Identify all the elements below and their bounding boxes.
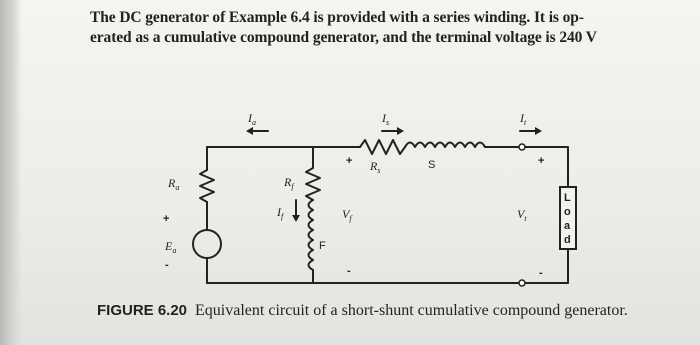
load-letter-4: d	[564, 234, 571, 246]
rf-label: $R_f$	[284, 175, 294, 191]
ea-minus-sign: -	[165, 259, 169, 271]
it-arrowhead	[535, 127, 542, 135]
rs-label: $R_s$	[370, 159, 381, 175]
ea-plus-sign: +	[163, 213, 170, 225]
if-arrowhead	[292, 215, 300, 222]
shunt-resistor-rf	[306, 168, 320, 200]
ia-arrowhead	[246, 127, 253, 135]
shunt-field-coil-f	[309, 200, 314, 270]
vf-minus-sign: -	[347, 265, 351, 277]
vt-plus-sign: +	[538, 155, 545, 167]
ia-label: $I_a$	[248, 111, 256, 127]
armature-resistor-ra	[200, 170, 214, 202]
figure-caption-text: Equivalent circuit of a short-shunt cumulative compound generator.	[195, 302, 628, 319]
figure-number: FIGURE 6.20	[97, 302, 188, 319]
figure-caption	[97, 302, 628, 320]
terminal-bottom	[519, 280, 525, 286]
terminal-top	[519, 144, 525, 150]
problem-line-2: erated as a cumulative compound generator, and the terminal voltage is 240 V	[90, 29, 597, 46]
series-resistor-rs	[360, 140, 405, 154]
vt-minus-sign: -	[539, 267, 543, 279]
generator-source-ea	[193, 230, 221, 258]
load-letter-2: o	[564, 206, 571, 218]
s-label: S	[428, 159, 436, 171]
is-arrowhead	[397, 127, 404, 135]
problem-line-1: The DC generator of Example 6.4 is provided with a series winding. It is op-	[90, 9, 584, 26]
bottom-wire	[207, 249, 568, 283]
vt-label: $V_t$	[517, 207, 527, 223]
f-label: F	[319, 240, 326, 252]
vf-plus-sign: +	[346, 155, 353, 167]
load-letter-3: a	[564, 220, 571, 232]
ea-label: $E_a$	[165, 239, 177, 255]
load-letter-1: L	[564, 192, 571, 204]
is-label: $I_s$	[382, 111, 390, 127]
it-label: $I_t$	[520, 111, 527, 127]
if-label: $I_f$	[277, 205, 284, 221]
vf-label: $V_f$	[342, 207, 352, 223]
ra-label: $R_a$	[168, 176, 180, 192]
series-field-coil-s	[405, 143, 485, 148]
